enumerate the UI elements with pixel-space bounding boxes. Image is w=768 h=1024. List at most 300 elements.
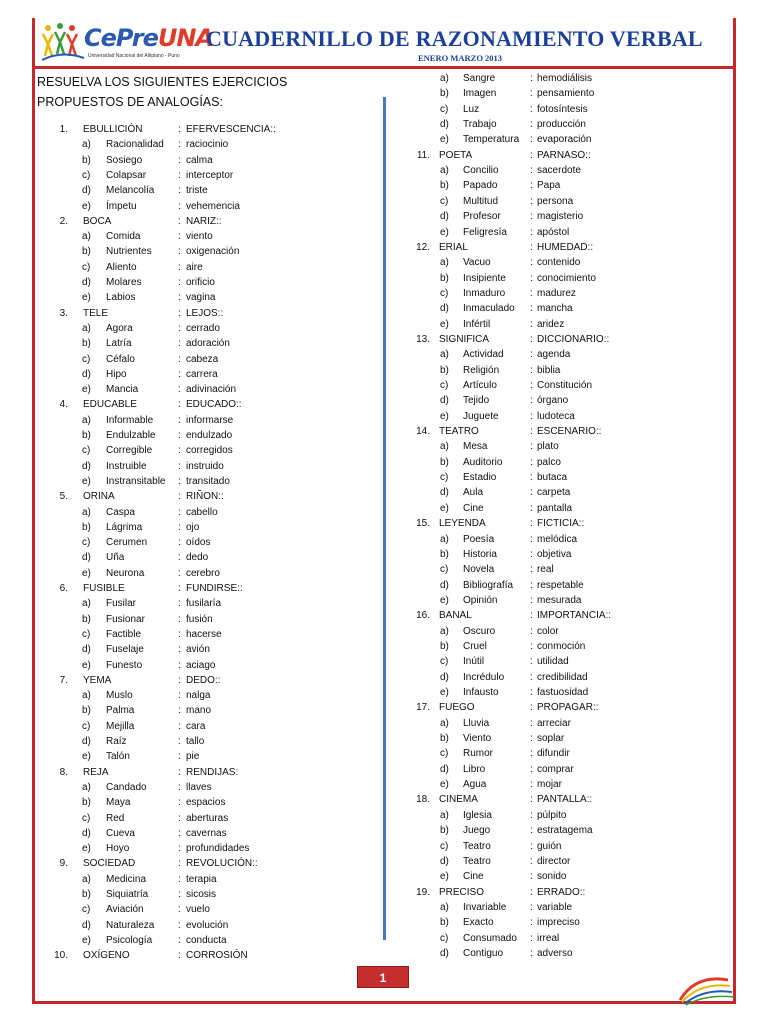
option-term: Melancolía [106, 185, 155, 197]
option-term: Auditorio [463, 456, 503, 468]
option-pair-term: adivinación [186, 384, 237, 396]
option-term: Agua [463, 779, 487, 791]
option-row [400, 808, 730, 823]
option-letter: d) [82, 552, 91, 564]
pair-separator: : [530, 794, 533, 806]
option-row [400, 439, 730, 454]
option-pair-term: púlpito [537, 809, 567, 821]
question-term: FUSIBLE [83, 583, 125, 594]
question-pair-term: LEJOS:: [186, 307, 224, 319]
question-number: 5. [59, 491, 68, 503]
option-term: Inmaduro [463, 287, 506, 299]
option-pair-term: conocimiento [537, 272, 596, 284]
option-row [400, 209, 730, 224]
option-letter: c) [440, 472, 449, 484]
option-term: Temperatura [463, 134, 520, 146]
pair-separator: : [178, 292, 181, 304]
option-pair-term: difundir [537, 748, 570, 760]
option-pair-term: avión [186, 644, 210, 656]
option-term: Rumor [463, 748, 494, 760]
option-letter: d) [440, 763, 449, 775]
option-pair-term: carrera [186, 368, 218, 380]
option-row [400, 716, 730, 731]
question-row [40, 122, 370, 137]
pair-separator: : [530, 809, 533, 821]
pair-separator: : [530, 917, 533, 929]
pair-separator: : [178, 169, 181, 181]
option-row [400, 593, 730, 608]
pair-separator: : [178, 736, 181, 747]
option-pair-term: hacerse [186, 628, 222, 640]
option-letter: d) [82, 827, 91, 839]
pair-separator: : [178, 628, 181, 640]
pair-separator: : [178, 797, 181, 809]
option-pair-term: endulzado [186, 430, 233, 441]
option-term: Cine [463, 871, 484, 883]
option-pair-term: adverso [537, 947, 573, 959]
option-row [400, 624, 730, 639]
pair-separator: : [530, 134, 533, 146]
option-pair-term: transitado [186, 475, 230, 487]
option-row [400, 178, 730, 193]
question-pair-term: EDUCADO:: [186, 399, 242, 411]
option-row [40, 321, 370, 336]
option-row [400, 731, 730, 746]
option-row [400, 654, 730, 669]
option-term: Racionalidad [106, 139, 164, 151]
option-row [400, 762, 730, 777]
option-letter: b) [440, 825, 449, 837]
option-pair-term: órgano [537, 395, 569, 407]
pair-separator: : [178, 583, 181, 594]
pair-separator: : [178, 781, 181, 793]
option-row [40, 688, 370, 703]
option-row [40, 168, 370, 183]
option-letter: c) [440, 380, 449, 391]
option-term: Raíz [106, 736, 127, 747]
option-letter: e) [82, 659, 91, 671]
pair-separator: : [530, 947, 533, 959]
option-letter: a) [82, 414, 91, 426]
option-letter: d) [440, 487, 449, 499]
option-row [400, 578, 730, 593]
option-row [40, 719, 370, 734]
option-letter: b) [440, 548, 449, 560]
pair-separator: : [530, 855, 533, 867]
question-pair-term: FUNDIRSE:: [186, 583, 243, 594]
pair-separator: : [178, 644, 181, 656]
option-row [40, 596, 370, 611]
option-letter: d) [440, 395, 449, 407]
option-pair-term: triste [186, 185, 208, 197]
option-row [400, 271, 730, 286]
option-term: Naturaleza [106, 919, 155, 931]
question-row [40, 765, 370, 780]
option-pair-term: oxigenación [186, 246, 240, 258]
logo-subtitle: Universidad Nacional del Altiplano - Puno [88, 53, 180, 59]
option-letter: a) [440, 441, 449, 453]
option-pair-term: soplar [537, 733, 565, 745]
option-letter: d) [440, 211, 449, 223]
option-row [40, 780, 370, 795]
option-row [40, 703, 370, 718]
option-letter: d) [440, 947, 449, 959]
pair-separator: : [178, 766, 181, 778]
pair-separator: : [178, 598, 181, 610]
option-term: Teatro [463, 855, 491, 867]
option-term: Factible [106, 628, 142, 640]
pair-separator: : [530, 901, 533, 913]
option-letter: e) [82, 751, 91, 763]
question-row [400, 332, 730, 347]
option-letter: d) [440, 303, 449, 315]
option-pair-term: Constitución [537, 380, 593, 391]
question-number: 6. [59, 583, 68, 594]
option-row [40, 183, 370, 198]
option-term: Exacto [463, 917, 494, 929]
pair-separator: : [530, 656, 533, 668]
option-row [40, 199, 370, 214]
option-row [40, 566, 370, 581]
option-pair-term: raciocinio [186, 139, 229, 151]
option-pair-term: butaca [537, 472, 568, 484]
pair-separator: : [178, 491, 181, 503]
option-term: Céfalo [106, 353, 135, 365]
question-term: CINEMA [439, 794, 478, 806]
pair-separator: : [530, 165, 533, 177]
option-row [40, 505, 370, 520]
option-row [400, 378, 730, 393]
option-row [40, 749, 370, 764]
option-term: Candado [106, 781, 147, 793]
option-row [40, 443, 370, 458]
pair-separator: : [530, 349, 533, 361]
option-term: Religión [463, 364, 500, 376]
option-pair-term: dedo [186, 552, 209, 564]
pair-separator: : [178, 307, 181, 319]
option-term: Novela [463, 564, 495, 576]
pair-separator: : [178, 904, 181, 916]
question-row [40, 581, 370, 596]
option-row [40, 260, 370, 275]
option-pair-term: viento [186, 231, 213, 243]
pair-separator: : [178, 705, 181, 717]
option-term: Ímpetu [106, 200, 137, 212]
question-term: ERIAL [439, 241, 468, 253]
option-pair-term: oídos [186, 537, 211, 549]
option-letter: a) [82, 139, 91, 151]
question-number: 7. [59, 674, 68, 686]
option-letter: a) [440, 257, 449, 269]
option-letter: d) [82, 185, 91, 197]
option-pair-term: cavernas [186, 827, 227, 839]
pair-separator: : [178, 414, 181, 426]
option-pair-term: color [537, 625, 559, 637]
frame-border-bottom [32, 1001, 736, 1004]
pair-separator: : [530, 149, 533, 161]
option-term: Sangre [463, 73, 496, 84]
option-letter: a) [82, 598, 91, 610]
option-pair-term: aberturas [186, 812, 229, 824]
option-pair-term: fusilaría [186, 598, 222, 610]
option-row [40, 734, 370, 749]
question-number: 11. [416, 149, 430, 161]
option-row [400, 915, 730, 930]
question-number: 4. [59, 399, 68, 411]
pair-separator: : [530, 119, 533, 131]
pair-separator: : [530, 472, 533, 484]
option-term: Cueva [106, 827, 135, 839]
pair-separator: : [178, 827, 181, 839]
option-pair-term: sicosis [186, 889, 217, 900]
option-pair-term: cerrado [186, 322, 220, 334]
option-letter: c) [440, 840, 449, 852]
pair-separator: : [530, 932, 533, 944]
column-divider [383, 97, 386, 940]
option-row [40, 872, 370, 887]
option-letter: b) [440, 272, 449, 284]
option-term: Trabajo [463, 119, 497, 131]
option-pair-term: pie [186, 751, 200, 763]
option-row [400, 869, 730, 884]
option-pair-term: comprar [537, 763, 574, 775]
pair-separator: : [530, 241, 533, 253]
pair-separator: : [178, 537, 181, 549]
option-pair-term: cabello [186, 506, 218, 518]
pair-separator: : [178, 185, 181, 197]
option-term: Maya [106, 797, 131, 809]
question-term: ORINA [83, 491, 115, 503]
pair-separator: : [178, 154, 181, 166]
pair-separator: : [530, 702, 533, 714]
option-pair-term: producción [537, 119, 586, 131]
pair-separator: : [530, 640, 533, 652]
option-letter: e) [82, 200, 91, 212]
pair-separator: : [530, 533, 533, 545]
option-term: Poesía [463, 533, 495, 545]
pair-separator: : [178, 460, 181, 472]
question-pair-term: NARIZ:: [186, 215, 222, 227]
option-term: Nutrientes [106, 246, 152, 258]
option-letter: e) [440, 318, 449, 330]
option-pair-term: tallo [186, 736, 205, 747]
option-row [400, 301, 730, 316]
pair-separator: : [178, 720, 181, 732]
option-pair-term: respetable [537, 579, 584, 591]
option-letter: d) [82, 919, 91, 931]
option-pair-term: mesurada [537, 594, 582, 606]
option-letter: b) [82, 246, 91, 258]
option-row [40, 336, 370, 351]
option-term: Juego [463, 825, 491, 837]
option-term: Medicina [106, 873, 147, 885]
option-term: Iglesia [463, 809, 492, 821]
option-pair-term: sonido [537, 871, 567, 883]
option-row [40, 535, 370, 550]
option-letter: e) [82, 934, 91, 946]
option-pair-term: pantalla [537, 502, 573, 514]
option-term: Sosiego [106, 154, 143, 166]
question-term: SIGNIFICA [439, 333, 490, 345]
option-row [40, 244, 370, 259]
pair-separator: : [530, 564, 533, 576]
option-letter: a) [82, 781, 91, 793]
question-term: SOCIEDAD [83, 858, 136, 870]
option-row [400, 670, 730, 685]
pair-separator: : [530, 226, 533, 238]
option-pair-term: evaporación [537, 134, 592, 146]
pair-separator: : [530, 487, 533, 499]
option-pair-term: madurez [537, 287, 576, 299]
option-letter: c) [82, 537, 91, 549]
option-pair-term: mojar [537, 779, 563, 791]
question-row [40, 673, 370, 688]
option-letter: c) [440, 748, 449, 760]
option-letter: e) [440, 502, 449, 514]
option-term: Infausto [463, 687, 499, 698]
option-letter: d) [82, 368, 91, 380]
cepreuna-logo [40, 20, 214, 64]
option-term: Psicología [106, 934, 153, 946]
option-term: Colapsar [106, 169, 147, 181]
logo-figures-icon [40, 20, 86, 64]
option-pair-term: mancha [537, 303, 573, 315]
option-letter: a) [440, 901, 449, 913]
option-letter: c) [82, 353, 91, 365]
option-term: Comida [106, 231, 141, 243]
question-number: 15. [416, 518, 430, 530]
option-letter: e) [82, 475, 91, 487]
option-pair-term: nalga [186, 690, 211, 702]
option-term: Endulzable [106, 430, 156, 441]
question-number: 8. [59, 766, 68, 778]
option-pair-term: persona [537, 195, 574, 207]
option-row [400, 485, 730, 500]
question-number: 9. [59, 858, 68, 870]
pair-separator: : [178, 889, 181, 900]
option-term: Contiguo [463, 947, 504, 959]
option-row [400, 102, 730, 117]
option-row [400, 562, 730, 577]
question-row [40, 214, 370, 229]
option-row [400, 777, 730, 792]
question-number: 2. [59, 215, 68, 227]
question-pair-term: PROPAGAR:: [537, 702, 599, 714]
pair-separator: : [530, 871, 533, 883]
option-pair-term: estratagema [537, 825, 593, 837]
question-row [400, 792, 730, 807]
option-row [40, 367, 370, 382]
option-row [40, 658, 370, 673]
option-term: Uña [106, 552, 125, 564]
option-row [40, 137, 370, 152]
option-term: Tejido [463, 395, 490, 407]
question-row [40, 489, 370, 504]
option-term: Invariable [463, 901, 507, 913]
option-pair-term: vehemencia [186, 200, 240, 212]
option-term: Estadio [463, 472, 497, 484]
option-pair-term: fotosíntesis [537, 103, 588, 115]
pair-separator: : [178, 200, 181, 212]
option-row [400, 501, 730, 516]
option-pair-term: terapia [186, 873, 217, 885]
question-pair-term: CORROSIÓN [186, 950, 248, 962]
option-letter: e) [440, 226, 449, 238]
option-pair-term: conducta [186, 934, 227, 946]
option-row [40, 474, 370, 489]
option-row [400, 931, 730, 946]
option-letter: e) [440, 594, 449, 606]
option-term: Consumado [463, 932, 517, 944]
question-pair-term: RENDIJAS: [186, 766, 239, 778]
question-term: FUEGO [439, 702, 475, 714]
option-letter: e) [440, 871, 449, 883]
pair-separator: : [530, 717, 533, 729]
pair-separator: : [530, 610, 533, 622]
pair-separator: : [530, 180, 533, 192]
pair-separator: : [178, 445, 181, 457]
pair-separator: : [178, 934, 181, 946]
question-number: 10. [54, 950, 68, 962]
option-letter: b) [82, 338, 91, 350]
option-letter: b) [440, 456, 449, 468]
question-row [400, 885, 730, 900]
option-term: Aula [463, 487, 484, 499]
pair-separator: : [178, 399, 181, 411]
option-term: Aliento [106, 261, 137, 273]
option-row [40, 428, 370, 443]
pair-separator: : [530, 748, 533, 760]
option-row [400, 393, 730, 408]
question-pair-term: IMPORTANCIA:: [537, 610, 612, 622]
option-term: Instruible [106, 460, 147, 472]
option-letter: c) [440, 195, 449, 207]
footer-logo-icon [676, 970, 736, 1006]
option-term: Feligresía [463, 226, 507, 238]
option-row [40, 918, 370, 933]
option-letter: a) [82, 873, 91, 885]
option-term: Red [106, 812, 125, 824]
option-row [400, 347, 730, 362]
option-pair-term: fastuosidad [537, 687, 589, 698]
option-letter: c) [82, 628, 91, 640]
option-letter: a) [440, 533, 449, 545]
option-term: Instransitable [106, 475, 166, 487]
pair-separator: : [530, 779, 533, 791]
pair-separator: : [178, 751, 181, 763]
option-pair-term: interceptor [186, 169, 234, 181]
option-pair-term: cabeza [186, 353, 219, 365]
option-row [400, 194, 730, 209]
question-number: 18. [416, 794, 430, 806]
option-letter: e) [440, 687, 449, 698]
option-term: Vacuo [463, 257, 491, 269]
option-row [400, 470, 730, 485]
option-term: Cruel [463, 640, 487, 652]
option-letter: b) [82, 705, 91, 717]
question-pair-term: DEDO:: [186, 674, 221, 686]
option-pair-term: palco [537, 456, 561, 468]
question-pair-term: ERRADO:: [537, 886, 586, 898]
question-row [40, 856, 370, 871]
option-pair-term: apóstol [537, 226, 570, 238]
question-number: 3. [59, 307, 68, 319]
pair-separator: : [530, 840, 533, 852]
option-letter: c) [82, 904, 91, 916]
option-row [400, 746, 730, 761]
pair-separator: : [178, 950, 181, 962]
option-pair-term: plato [537, 441, 559, 453]
